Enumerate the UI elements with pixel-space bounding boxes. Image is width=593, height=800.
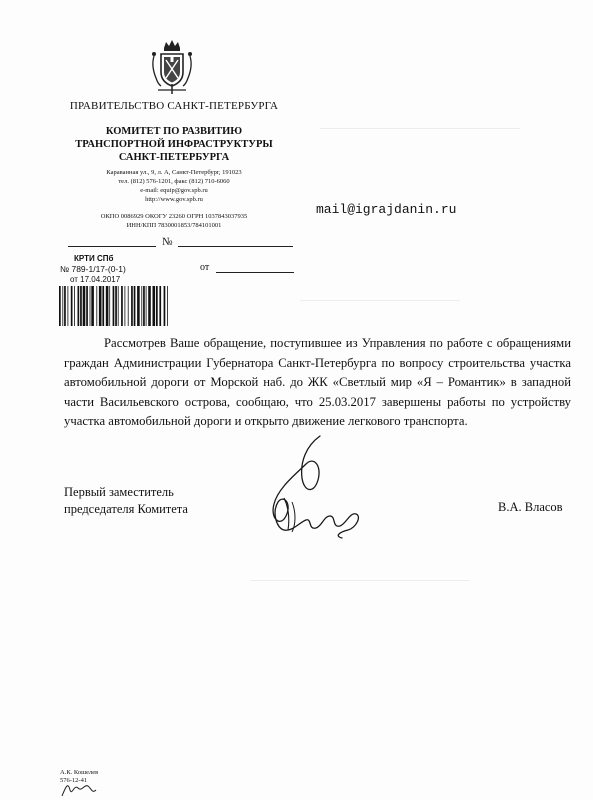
barcode-bar — [164, 286, 166, 326]
barcode-bar — [137, 286, 140, 326]
scan-artifact — [250, 580, 470, 581]
barcode-bar — [146, 286, 147, 326]
barcode-bar — [121, 286, 123, 326]
barcode-bar — [167, 286, 168, 326]
barcode-bar — [96, 286, 97, 326]
scan-artifact — [320, 128, 520, 129]
barcode-bar — [68, 286, 69, 326]
handwritten-signature — [262, 432, 372, 544]
position-line: Первый заместитель — [64, 485, 174, 499]
email: e-mail: equip@gov.spb.ru — [140, 187, 208, 194]
barcode-bar — [141, 286, 142, 326]
website: http://www.gov.spb.ru — [145, 196, 203, 203]
coat-of-arms-icon — [148, 38, 196, 98]
number-sign: № — [162, 236, 173, 248]
barcode-bar — [131, 286, 133, 326]
barcode-bar — [106, 286, 109, 326]
committee-line: КОМИТЕТ ПО РАЗВИТИЮ — [105, 126, 243, 137]
barcode-bar — [90, 286, 91, 326]
initials-scribble — [58, 766, 100, 800]
barcode-bar — [91, 286, 94, 326]
barcode-bar — [134, 286, 136, 326]
barcode-bar — [128, 286, 129, 326]
stamp-org: КРТИ СПб — [74, 254, 114, 263]
signer-position — [64, 484, 188, 518]
contact-details — [58, 168, 290, 204]
barcode-bar — [71, 286, 73, 326]
barcode-bar — [109, 286, 110, 326]
barcode-bar — [156, 286, 158, 326]
barcode-bar — [115, 286, 117, 326]
address: Караванная ул., 9, л. А, Санкт-Петербург, 191023 — [106, 169, 242, 176]
barcode-bar — [148, 286, 151, 326]
barcode-bar — [153, 286, 156, 326]
blank-line — [178, 246, 293, 247]
government-title: ПРАВИТЕЛЬСТВО САНКТ-ПЕТЕРБУРГА — [69, 100, 279, 112]
outgoing-number-field — [68, 236, 293, 248]
outgoing-date-field — [200, 262, 295, 274]
committee-line: САНКТ-ПЕТЕРБУРГА — [118, 152, 230, 163]
committee-line: ТРАНСПОРТНОЙ ИНФРАСТРУКТУРЫ — [75, 139, 273, 150]
barcode-bar — [78, 286, 80, 326]
codes-line: ИНН/КПП 7830001853/784101001 — [126, 222, 222, 229]
barcode-bar — [59, 286, 61, 326]
scan-artifact — [300, 300, 460, 301]
phone: тел. (812) 576-1201, факс (812) 710-6060 — [118, 178, 230, 185]
barcode-bar — [99, 286, 102, 326]
barcode-bar — [86, 286, 88, 326]
signer-name: В.А. Власов — [498, 500, 563, 514]
committee-name — [58, 125, 290, 164]
stamp-date: от 17.04.2017 — [70, 275, 121, 284]
barcode-bar — [74, 286, 75, 326]
barcode-bar — [113, 286, 115, 326]
barcode-bar — [143, 286, 145, 326]
position-line: председателя Комитета — [64, 502, 188, 516]
barcode-bar — [159, 286, 161, 326]
barcode-bar — [125, 286, 126, 326]
executor-name: А.К. Кошелев — [60, 769, 99, 776]
barcode-icon — [58, 286, 170, 326]
barcode-bar — [62, 286, 63, 326]
barcode-bar — [102, 286, 104, 326]
barcode-bar — [80, 286, 82, 326]
blank-line — [68, 246, 156, 247]
recipient-email: mail@igrajdanin.ru — [316, 202, 457, 217]
barcode-bar — [118, 286, 119, 326]
executor-phone: 576-12-41 — [60, 777, 88, 784]
registration-codes — [58, 212, 290, 230]
barcode-bar — [64, 286, 66, 326]
letter-body: Рассмотрев Ваше обращение, поступившее из Управления по работе с обращениями граждан Администрации Губернатора Санкт-Петербурга по вопросу строительства участка автомобильной дороги от Морской наб. до ЖК «Светлый мир «Я – Романтик» в западной части Васильевского острова, сообщаю, что 25.03.2017 завершены работы по устройству участка автомобильной дороги и открыто движение легкового транспорта. — [64, 336, 571, 429]
blank-line — [216, 272, 294, 273]
stamp-number: № 789-1/17-(0-1) — [60, 264, 126, 274]
barcode-bar — [83, 286, 86, 326]
codes-line: ОКПО 0086929 ОКОГУ 23260 ОГРН 1037843037935 — [100, 213, 248, 220]
date-prefix: от — [200, 262, 210, 273]
